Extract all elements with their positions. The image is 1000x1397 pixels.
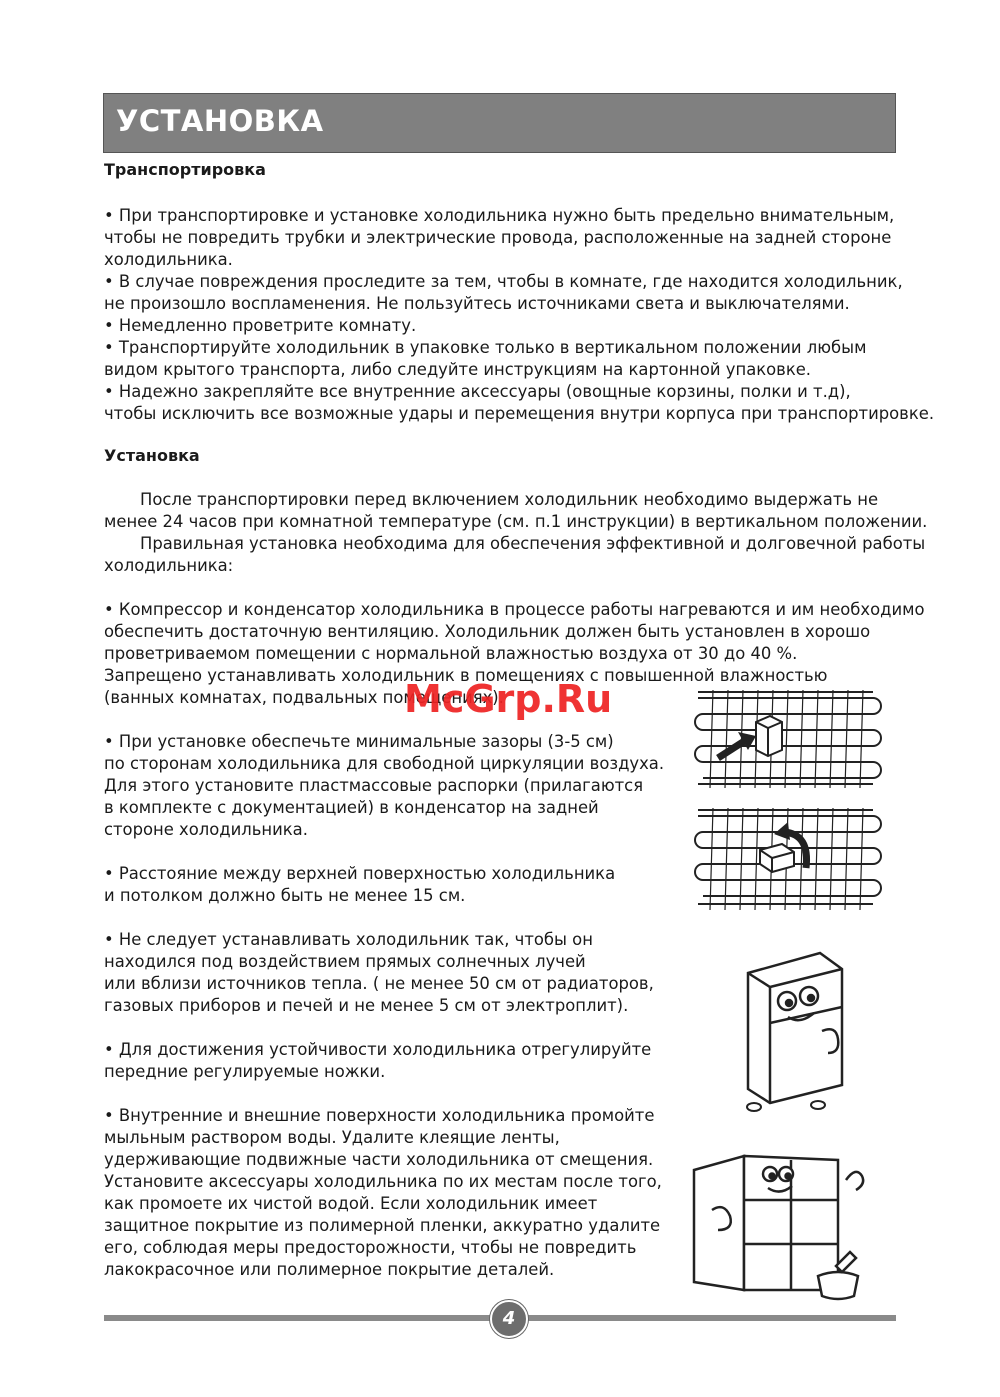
spacer-icon	[760, 844, 794, 872]
adjustable-feet-icon	[747, 1101, 825, 1111]
watermark: McGrp.Ru	[404, 677, 613, 721]
bullet-feet: • Для достижения устойчивости холодильника отрегулируйте передние регулируемые ножки.	[104, 1040, 652, 1081]
condenser-spacer-illustration	[688, 688, 888, 798]
page-number: 4	[502, 1308, 516, 1329]
fridge-cleaning-illustration	[688, 1150, 888, 1305]
page-title: УСТАНОВКА	[116, 104, 324, 138]
bullet-ceiling: • Расстояние между верхней поверхностью холодильника и потолком должно быть не менее 15 см.	[104, 864, 616, 905]
section-title-bar	[103, 93, 896, 153]
condenser-rotate-illustration	[688, 806, 888, 918]
bullet-gaps: • При установке обеспечьте минимальные зазоры (3-5 см) по сторонам холодильника для свободной циркуляции воздуха. Для этого установите пластмассовые распорки (прилагаются в комплекте с документацией) в конденсатор на задней стороне холодильника.	[104, 732, 665, 839]
fridge-feet-illustration	[730, 945, 860, 1115]
install-heading: Установка	[104, 446, 200, 465]
install-intro-2: Правильная установка необходима для обеспечения эффективной и долговечной работы холодильника:	[104, 534, 926, 575]
page-number-badge	[490, 1300, 528, 1338]
bullet-heat-sources: • Не следует устанавливать холодильник так, чтобы он находился под воздействием прямых солнечных лучей или вблизи источников тепла. ( не менее 50 см от радиаторов, газовых приборов и печей и не менее 5 см от электроплит).	[104, 930, 654, 1015]
bullet-cleaning: • Внутренние и внешние поверхности холодильника промойте мыльным раствором воды. Удалите клеящие ленты, удерживающие подвижные части холодильника от смещения. Установите аксессуары холодильника по их местам после того, как промоете их чистой водой. Если холодильник имеет защитное покрытие из полимерной пленки, аккуратно удалите его, соблюдая меры предосторожности, чтобы не повредить лакокрасочное или полимерное покрытие деталей.	[104, 1106, 662, 1279]
bullet-ventilation: • Компрессор и конденсатор холодильника в процессе работы нагреваются и им необходимо обеспечить достаточную вентиляцию. Холодильник должен быть установлен в хорошо проветриваемом помещении с нормальной влажностью воздуха от 30 до 40 %. Запрещено устанавливать холодильник в помещениях с повышенной влажностью (ванных комнатах, подвальных помещениях).	[104, 600, 925, 707]
transport-text: • При транспортировке и установке холодильника нужно быть предельно внимательным, чтобы не повредить трубки и электрические провода, расположенные на задней стороне холодильника. • В случае повреждения проследите за тем, чтобы в комнате, где находится холодильник, не произошло воспламенения. Не пользуйтесь источниками света и выключателями. • Немедленно проветрите комнату. • Транспортируйте холодильник в упаковке только в вертикальном положении любым видом крытого транспорта, либо следуйте инструкциям на картонной упаковке. • Надежно закрепляйте все внутренние аксессуары (овощные корзины, полки и т.д), чтобы исключить все возможные удары и перемещения внутри корпуса при транспортировке.	[104, 206, 935, 423]
spacer-icon	[756, 716, 782, 756]
transport-heading: Транспортировка	[104, 160, 266, 179]
install-intro-1: После транспортировки перед включением холодильник необходимо выдержать не менее 24 часов при комнатной температуре (см. п.1 инструкции) в вертикальном положении.	[104, 490, 928, 531]
